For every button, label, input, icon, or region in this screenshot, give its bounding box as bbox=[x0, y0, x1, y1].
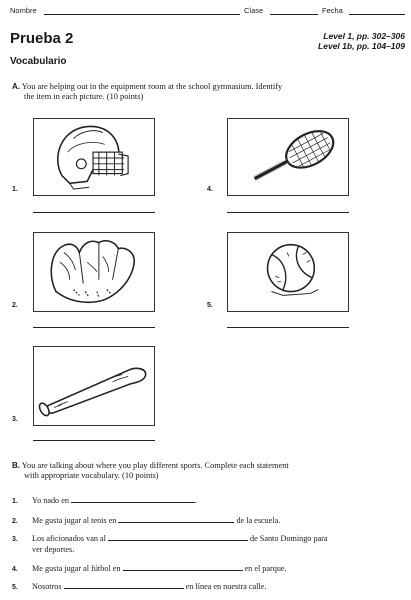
picture-number-5: 5. bbox=[207, 302, 213, 309]
item-text-before: Me gusta jugar al tenis en bbox=[32, 516, 117, 525]
answer-blank-4[interactable] bbox=[123, 562, 243, 571]
part-a-text-line1: You are helping out in the equipment room at the school gymnasium. Identify bbox=[21, 82, 283, 91]
date-label: Fecha bbox=[322, 6, 343, 15]
answer-blank-1[interactable] bbox=[71, 494, 198, 505]
part-a-instructions bbox=[12, 82, 407, 102]
fill-in-item-1 bbox=[12, 494, 197, 507]
answer-line-4[interactable] bbox=[227, 212, 349, 213]
answer-blank-3[interactable] bbox=[108, 532, 248, 541]
section-title: Vocabulario bbox=[10, 56, 67, 67]
answer-line-3[interactable] bbox=[33, 440, 155, 441]
item-text-after: en línea en nuestra calle. bbox=[185, 582, 267, 591]
item-text-after: de Santo Domingo para bbox=[250, 534, 328, 543]
picture-number-2: 2. bbox=[12, 302, 18, 309]
name-field[interactable] bbox=[44, 14, 240, 15]
level-reference-2: Level 1b, pp. 104–109 bbox=[318, 41, 405, 51]
answer-blank-2[interactable] bbox=[118, 514, 234, 523]
answer-line-1[interactable] bbox=[33, 212, 155, 213]
item-number: 2. bbox=[12, 518, 18, 525]
page-title: Prueba 2 bbox=[10, 30, 74, 47]
fill-in-item-3 bbox=[12, 532, 328, 555]
item-text-after: en el parque. bbox=[244, 564, 287, 573]
football-helmet-icon bbox=[34, 119, 154, 195]
fill-in-item-2 bbox=[12, 514, 280, 527]
item-number: 5. bbox=[12, 584, 18, 591]
answer-blank-5[interactable] bbox=[64, 580, 184, 589]
picture-number-3: 3. bbox=[12, 416, 18, 423]
class-field[interactable] bbox=[270, 14, 318, 15]
name-label: Nombre bbox=[10, 6, 37, 15]
fill-in-item-4 bbox=[12, 562, 287, 575]
part-a-text-line2: the item in each picture. (10 points) bbox=[24, 92, 144, 101]
item-number: 4. bbox=[12, 566, 18, 573]
item-text-before: Me gusta jugar al fútbol en bbox=[32, 564, 121, 573]
answer-line-2[interactable] bbox=[33, 327, 155, 328]
picture-number-4: 4. bbox=[207, 186, 213, 193]
item-text-before: Nosotros bbox=[32, 582, 62, 591]
part-a-letter: A. bbox=[12, 82, 20, 91]
item-text-after: . bbox=[194, 496, 198, 505]
part-b-instructions bbox=[12, 461, 407, 481]
tennis-racket-icon bbox=[228, 119, 348, 195]
tennis-ball-icon bbox=[228, 233, 348, 311]
picture-box-1 bbox=[33, 118, 155, 196]
picture-box-4 bbox=[227, 118, 349, 196]
picture-box-5 bbox=[227, 232, 349, 312]
part-b-letter: B. bbox=[12, 461, 20, 470]
baseball-glove-icon bbox=[34, 233, 154, 311]
part-b-text-line1: You are talking about where you play different sports. Complete each statement bbox=[21, 461, 289, 470]
fill-in-item-5 bbox=[12, 580, 266, 593]
picture-box-2 bbox=[33, 232, 155, 312]
picture-box-3 bbox=[33, 346, 155, 426]
item-text-before: Los aficionados van al bbox=[32, 534, 106, 543]
item-text-after: de la escuela. bbox=[236, 516, 281, 525]
item-text-line2: ver deportes. bbox=[32, 545, 75, 554]
answer-line-5[interactable] bbox=[227, 327, 349, 328]
part-b-text-line2: with appropriate vocabulary. (10 points) bbox=[24, 471, 159, 480]
date-field[interactable] bbox=[349, 14, 405, 15]
item-text-before: Yo nado en bbox=[32, 496, 69, 505]
picture-number-1: 1. bbox=[12, 186, 18, 193]
item-number: 3. bbox=[12, 536, 18, 543]
item-number: 1. bbox=[12, 498, 18, 505]
class-label: Clase bbox=[244, 6, 264, 15]
baseball-bat-icon bbox=[34, 347, 154, 425]
level-reference-1: Level 1, pp. 302–306 bbox=[323, 31, 405, 41]
